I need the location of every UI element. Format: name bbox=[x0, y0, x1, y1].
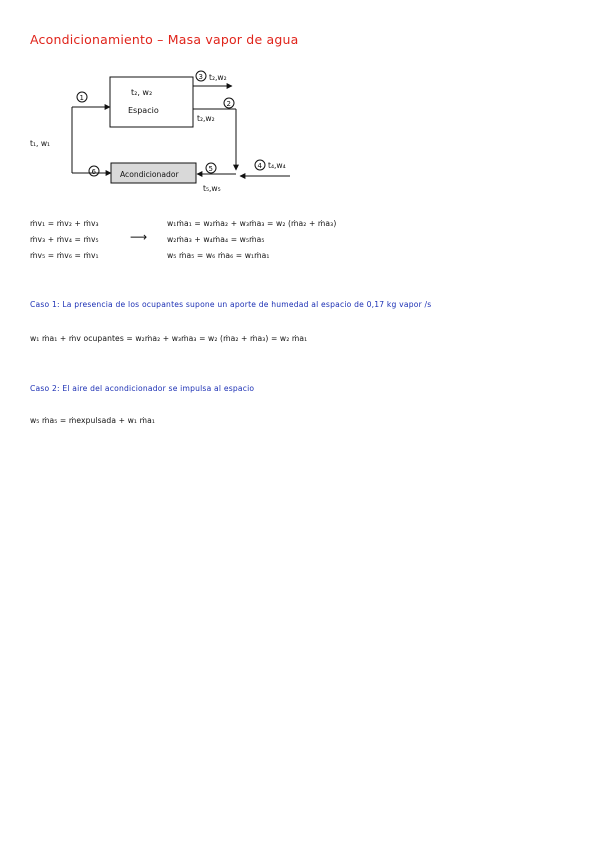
svg-text:5: 5 bbox=[208, 165, 213, 173]
svg-text:2: 2 bbox=[226, 100, 231, 108]
svg-text:6: 6 bbox=[91, 168, 96, 176]
implies-arrow: ⟶ bbox=[130, 230, 148, 244]
space-vars: t₂, w₂ bbox=[131, 88, 153, 97]
node-3 bbox=[196, 71, 206, 81]
case1-equation: w₁ ṁa₁ + ṁv ocupantes = w₂ṁa₂ + w₃ṁa₃ = w₂ (ṁa₂ + ṁa₃) = w₂ ṁa₁ bbox=[30, 334, 308, 343]
node-6 bbox=[89, 166, 99, 176]
node-2 bbox=[224, 98, 234, 108]
node-4 bbox=[255, 160, 265, 170]
label-stream-5: t₅,w₅ bbox=[203, 184, 221, 193]
balance-right-3: w₅ ṁa₅ = w₆ ṁa₆ = w₁ṁa₁ bbox=[167, 251, 270, 260]
space-box bbox=[110, 77, 193, 127]
label-stream-1: t₁, w₁ bbox=[30, 139, 51, 148]
label-stream-3: t₂,w₂ bbox=[209, 73, 227, 82]
balance-left-1: ṁv₁ = ṁv₂ + ṁv₃ bbox=[30, 219, 99, 228]
label-stream-4: t₄,w₄ bbox=[268, 161, 286, 170]
balance-right-2: w₂ṁa₃ + w₄ṁa₄ = w₅ṁa₅ bbox=[167, 235, 265, 244]
node-1 bbox=[77, 92, 87, 102]
case1-text: Caso 1: La presencia de los ocupantes supone un aporte de humedad al espacio de 0,17 kg vapor /s bbox=[30, 300, 432, 309]
conditioner-label: Acondicionador bbox=[120, 170, 179, 179]
node-5 bbox=[206, 163, 216, 173]
case2-equation: w₅ ṁa₅ = ṁexpulsada + w₁ ṁa₁ bbox=[30, 416, 155, 425]
balance-right-1: w₁ṁa₁ = w₂ṁa₂ + w₃ṁa₃ = w₂ (ṁa₂ + ṁa₃) bbox=[167, 219, 337, 228]
svg-text:4: 4 bbox=[257, 162, 262, 170]
page-title: Acondicionamiento – Masa vapor de agua bbox=[30, 32, 299, 47]
label-stream-2: t₂,w₂ bbox=[197, 114, 215, 123]
balance-left-3: ṁv₅ = ṁv₆ = ṁv₁ bbox=[30, 251, 99, 260]
system-diagram bbox=[0, 0, 599, 200]
case2-text: Caso 2: El aire del acondicionador se impulsa al espacio bbox=[30, 384, 255, 393]
space-label: Espacio bbox=[128, 106, 159, 115]
svg-text:1: 1 bbox=[79, 94, 84, 102]
svg-text:3: 3 bbox=[198, 73, 203, 81]
balance-left-2: ṁv₃ + ṁv₄ = ṁv₅ bbox=[30, 235, 99, 244]
